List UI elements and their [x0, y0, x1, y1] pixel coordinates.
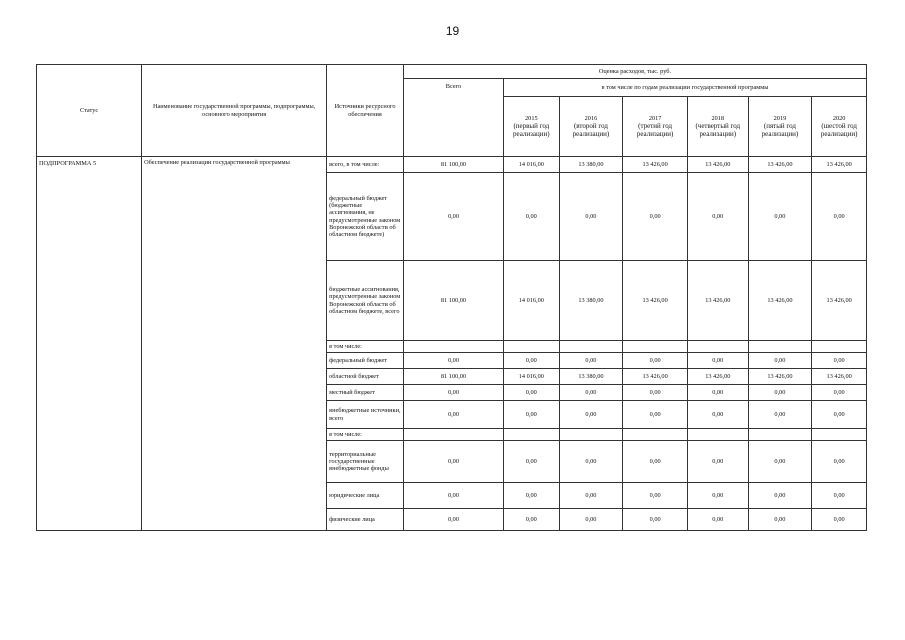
year-value: 0,00: [623, 173, 688, 261]
year-sub-label: (пятый год реализации): [761, 122, 799, 139]
year-value: 0,00: [559, 483, 623, 509]
year-value: 14 016,00: [504, 157, 560, 173]
year-value: 0,00: [748, 483, 812, 509]
year-value: [812, 429, 867, 441]
year-value: 0,00: [687, 483, 748, 509]
total-value: 81 100,00: [403, 157, 503, 173]
year-value: 0,00: [687, 401, 748, 429]
year-value: 0,00: [504, 173, 560, 261]
total-value: 0,00: [403, 441, 503, 483]
source-label: юридические лица: [327, 483, 404, 509]
year-label: 2017: [648, 114, 662, 122]
year-value: [687, 341, 748, 353]
year-value: 0,00: [812, 509, 867, 531]
year-value: 0,00: [748, 385, 812, 401]
year-label: 2015: [525, 114, 538, 122]
year-sub-label: (первый год реализации): [513, 122, 550, 139]
year-value: 0,00: [559, 441, 623, 483]
year-value: 0,00: [748, 173, 812, 261]
year-value: 0,00: [623, 483, 688, 509]
year-value: 13 380,00: [559, 157, 623, 173]
total-value: 81 100,00: [403, 261, 503, 341]
total-value: [403, 341, 503, 353]
source-label: областной бюджет: [327, 369, 404, 385]
year-value: 0,00: [687, 353, 748, 369]
year-value: 0,00: [748, 353, 812, 369]
header-name: Наименование государственной программы, подпрограммы, основного мероприятия: [142, 65, 327, 157]
year-value: 14 016,00: [504, 261, 560, 341]
year-value: 13 426,00: [687, 157, 748, 173]
program-name: Обеспечение реализации государственной программы: [142, 157, 327, 531]
year-value: 13 426,00: [812, 369, 867, 385]
year-value: 0,00: [559, 385, 623, 401]
total-value: 0,00: [403, 509, 503, 531]
year-value: 0,00: [504, 441, 560, 483]
year-label: 2020: [832, 114, 846, 122]
header-year-2020: [812, 97, 867, 157]
year-value: 0,00: [504, 353, 560, 369]
year-value: 13 426,00: [623, 157, 688, 173]
table-row: [37, 157, 867, 173]
year-label: 2019: [773, 114, 787, 122]
year-value: 0,00: [559, 509, 623, 531]
year-value: 0,00: [687, 385, 748, 401]
year-value: 0,00: [812, 353, 867, 369]
year-value: 13 426,00: [623, 261, 688, 341]
year-value: 0,00: [559, 173, 623, 261]
source-label: в том числе:: [327, 341, 404, 353]
year-value: [748, 429, 812, 441]
total-value: 0,00: [403, 385, 503, 401]
year-value: 0,00: [623, 441, 688, 483]
year-value: 0,00: [687, 441, 748, 483]
year-value: 0,00: [504, 509, 560, 531]
year-sub-label: (второй год реализации): [572, 122, 610, 139]
year-value: 13 426,00: [748, 369, 812, 385]
year-value: 0,00: [812, 401, 867, 429]
total-value: [403, 429, 503, 441]
source-label: внебюджетные источники, всего: [327, 401, 404, 429]
year-value: 0,00: [812, 385, 867, 401]
header-by-years: в том числе по годам реализации государственной программы: [504, 79, 867, 97]
total-value: 0,00: [403, 401, 503, 429]
source-label: в том числе:: [327, 429, 404, 441]
year-value: 13 426,00: [748, 261, 812, 341]
year-value: 0,00: [812, 483, 867, 509]
year-value: 0,00: [504, 483, 560, 509]
header-total: Всего: [403, 79, 503, 157]
budget-table: [36, 64, 867, 531]
year-value: 0,00: [687, 509, 748, 531]
header-sources: Источники ресурсного обеспечения: [327, 65, 404, 157]
year-value: [623, 341, 688, 353]
total-value: 0,00: [403, 353, 503, 369]
total-value: 0,00: [403, 173, 503, 261]
header-year-2015: [504, 97, 560, 157]
total-value: 0,00: [403, 483, 503, 509]
year-value: 0,00: [623, 353, 688, 369]
year-value: 13 426,00: [687, 369, 748, 385]
header-cost-estimate: Оценка расходов, тыс. руб.: [403, 65, 866, 79]
year-value: 0,00: [623, 509, 688, 531]
year-value: 0,00: [812, 173, 867, 261]
year-value: 0,00: [687, 173, 748, 261]
year-sub-label: (третий год реализации): [636, 122, 674, 139]
year-value: [812, 341, 867, 353]
source-label: федеральный бюджет: [327, 353, 404, 369]
year-sub-label: (четвертый год реализации): [695, 122, 741, 139]
year-value: 0,00: [504, 401, 560, 429]
year-value: 13 426,00: [748, 157, 812, 173]
year-value: 0,00: [559, 401, 623, 429]
year-value: [687, 429, 748, 441]
year-value: [559, 429, 623, 441]
header-year-2018: [687, 97, 748, 157]
source-label: бюджетные ассигнования, предусмотренные законом Воронежской области об областном бюджете, всего: [327, 261, 404, 341]
header-status: Статус: [37, 65, 142, 157]
year-label: 2018: [711, 114, 725, 122]
source-label: местный бюджет: [327, 385, 404, 401]
header-year-2017: [623, 97, 688, 157]
year-value: 0,00: [559, 353, 623, 369]
year-value: [623, 429, 688, 441]
header-year-2019: [748, 97, 812, 157]
source-label: физические лица: [327, 509, 404, 531]
year-value: 0,00: [748, 401, 812, 429]
year-value: 13 426,00: [812, 157, 867, 173]
page-number: 19: [445, 24, 460, 38]
program-status: ПОДПРОГРАММА 5: [37, 157, 142, 531]
year-value: 0,00: [812, 441, 867, 483]
year-value: 0,00: [504, 385, 560, 401]
year-value: 0,00: [623, 385, 688, 401]
year-value: 13 380,00: [559, 261, 623, 341]
year-value: [748, 341, 812, 353]
total-value: 81 100,00: [403, 369, 503, 385]
year-value: 13 426,00: [687, 261, 748, 341]
year-value: [504, 341, 560, 353]
year-value: 0,00: [623, 401, 688, 429]
year-value: 0,00: [748, 509, 812, 531]
year-value: 13 426,00: [812, 261, 867, 341]
year-value: 13 380,00: [559, 369, 623, 385]
year-value: 13 426,00: [623, 369, 688, 385]
source-label: территориальные государственные внебюджетные фонды: [327, 441, 404, 483]
year-value: 0,00: [748, 441, 812, 483]
source-label: всего, в том числе:: [327, 157, 404, 173]
source-label: федеральный бюджет (бюджетные ассигнования, не предусмотренные законом Воронежской области об областном бюджете): [327, 173, 404, 261]
year-sub-label: (шестой год реализации): [820, 122, 858, 139]
header-year-2016: [559, 97, 623, 157]
year-label: 2016: [584, 114, 598, 122]
year-value: [559, 341, 623, 353]
year-value: [504, 429, 560, 441]
year-value: 14 016,00: [504, 369, 560, 385]
